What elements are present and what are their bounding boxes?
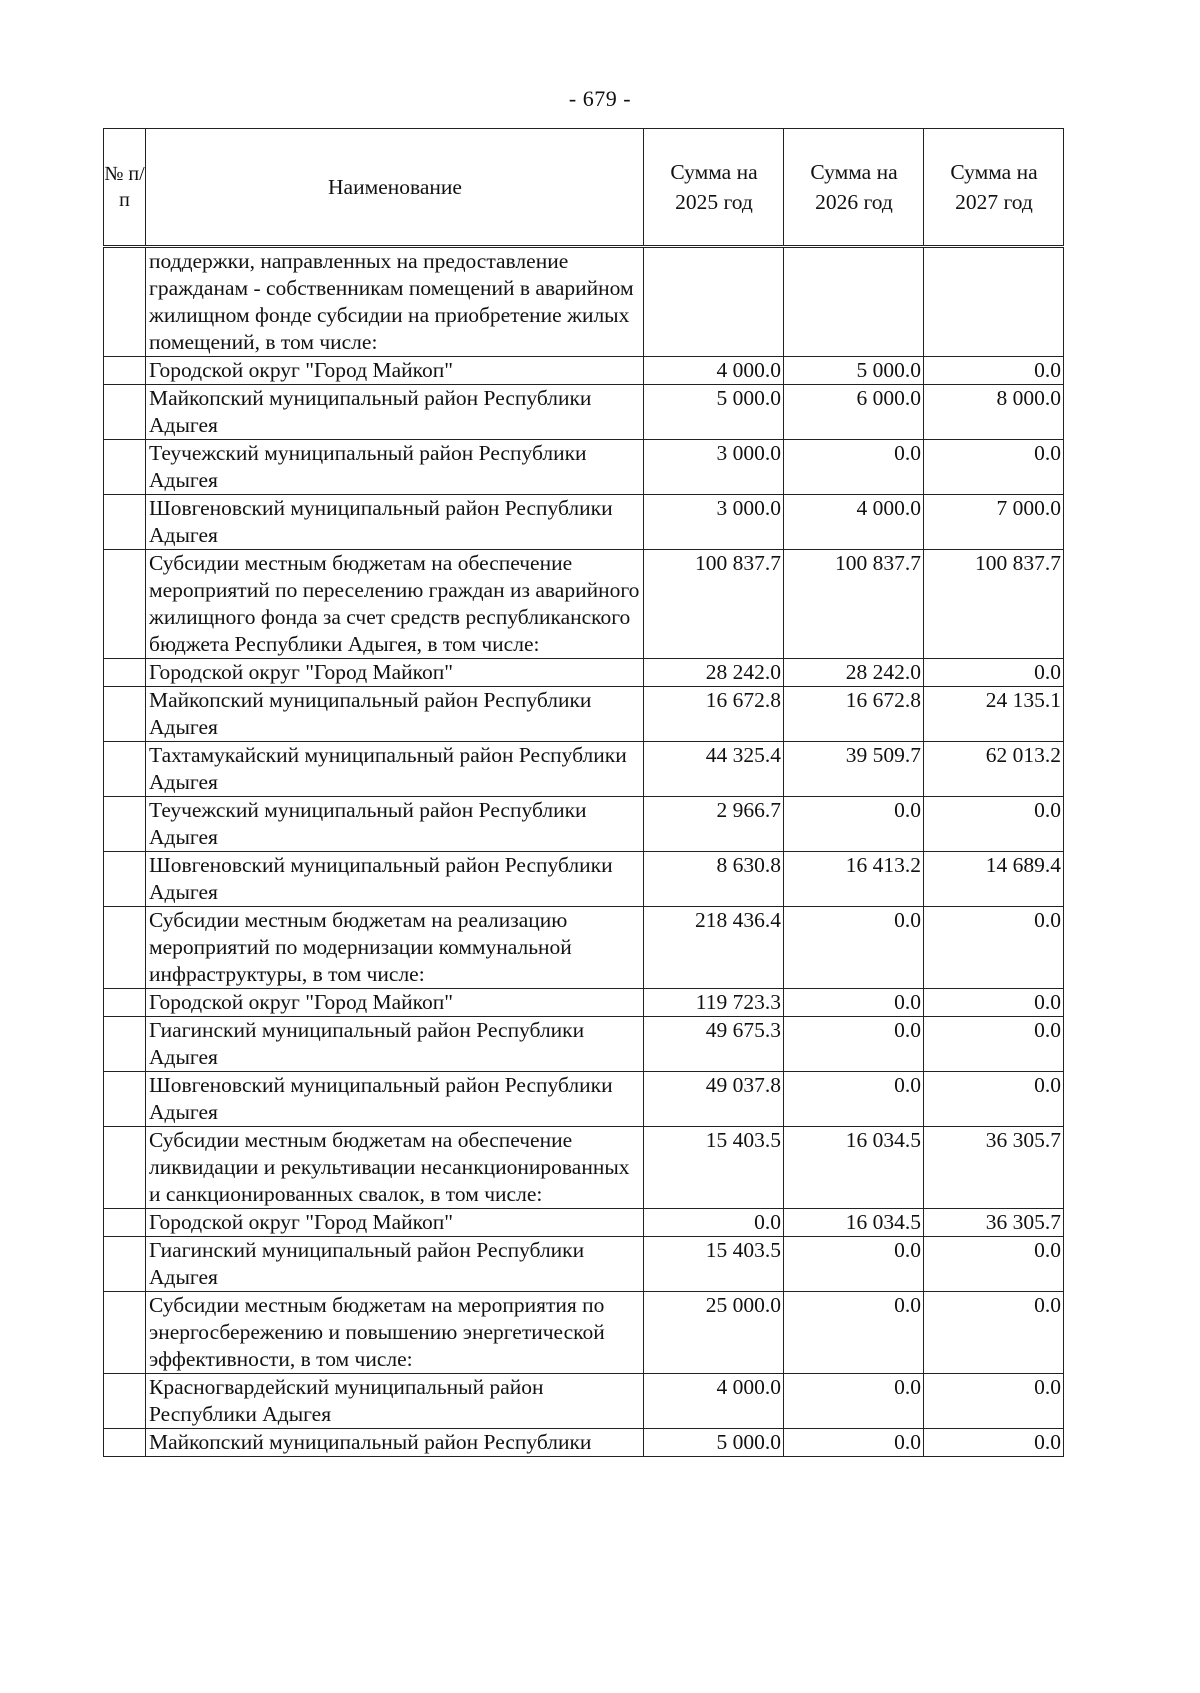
row-number-cell <box>104 357 146 385</box>
row-name: Красногвардейский муниципальный район Республики Адыгея <box>146 1374 644 1429</box>
row-sum-2027: 0.0 <box>924 989 1064 1017</box>
row-sum-2027: 0.0 <box>924 659 1064 687</box>
table-row <box>104 1292 1064 1374</box>
row-sum-2026: 4 000.0 <box>784 495 924 550</box>
table-row <box>104 1429 1064 1457</box>
row-number-cell <box>104 989 146 1017</box>
row-name: Теучежский муниципальный район Республики Адыгея <box>146 440 644 495</box>
row-name: Субсидии местным бюджетам на реализацию мероприятий по модернизации коммунальной инфраструктуры, в том числе: <box>146 907 644 989</box>
row-name: Субсидии местным бюджетам на обеспечение мероприятий по переселению граждан из аварийного жилищного фонда за счет средств республиканского бюджета Республики Адыгея, в том числе: <box>146 550 644 659</box>
row-number-cell <box>104 1374 146 1429</box>
row-sum-2025: 4 000.0 <box>644 357 784 385</box>
row-sum-2025: 49 037.8 <box>644 1072 784 1127</box>
row-sum-2027: 8 000.0 <box>924 385 1064 440</box>
table-row <box>104 907 1064 989</box>
row-name: Субсидии местным бюджетам на обеспечение ликвидации и рекультивации несанкционированных и санкционированных свалок, в том числе: <box>146 1127 644 1209</box>
row-sum-2025: 25 000.0 <box>644 1292 784 1374</box>
row-name: Шовгеновский муниципальный район Республики Адыгея <box>146 1072 644 1127</box>
row-sum-2027: 62 013.2 <box>924 742 1064 797</box>
row-sum-2027: 0.0 <box>924 440 1064 495</box>
row-number-cell <box>104 1017 146 1072</box>
row-sum-2027: 0.0 <box>924 1292 1064 1374</box>
row-name: Гиагинский муниципальный район Республики Адыгея <box>146 1017 644 1072</box>
row-sum-2026: 16 034.5 <box>784 1127 924 1209</box>
row-number-cell <box>104 1237 146 1292</box>
row-sum-2027: 24 135.1 <box>924 687 1064 742</box>
row-name: Шовгеновский муниципальный район Республики Адыгея <box>146 852 644 907</box>
row-number-cell <box>104 385 146 440</box>
table-row <box>104 385 1064 440</box>
row-name: Городской округ "Город Майкоп" <box>146 1209 644 1237</box>
row-sum-2026: 0.0 <box>784 797 924 852</box>
table-row <box>104 440 1064 495</box>
row-sum-2025: 49 675.3 <box>644 1017 784 1072</box>
row-sum-2027: 0.0 <box>924 907 1064 989</box>
table-row <box>104 1237 1064 1292</box>
table-row <box>104 742 1064 797</box>
row-number-cell <box>104 1292 146 1374</box>
row-sum-2027: 0.0 <box>924 1374 1064 1429</box>
row-sum-2026: 5 000.0 <box>784 357 924 385</box>
row-sum-2026: 0.0 <box>784 1072 924 1127</box>
row-number-cell <box>104 659 146 687</box>
row-name: Городской округ "Город Майкоп" <box>146 357 644 385</box>
row-sum-2027: 7 000.0 <box>924 495 1064 550</box>
row-sum-2027: 0.0 <box>924 1017 1064 1072</box>
row-number-cell <box>104 797 146 852</box>
table-row <box>104 852 1064 907</box>
row-sum-2026: 0.0 <box>784 1237 924 1292</box>
table-row <box>104 687 1064 742</box>
row-sum-2027: 14 689.4 <box>924 852 1064 907</box>
row-name: Теучежский муниципальный район Республики Адыгея <box>146 797 644 852</box>
row-sum-2025: 119 723.3 <box>644 989 784 1017</box>
row-sum-2025: 15 403.5 <box>644 1237 784 1292</box>
row-sum-2026: 100 837.7 <box>784 550 924 659</box>
row-sum-2025: 0.0 <box>644 1209 784 1237</box>
row-sum-2026: 0.0 <box>784 907 924 989</box>
table-row <box>104 247 1064 357</box>
row-sum-2025: 218 436.4 <box>644 907 784 989</box>
row-name: Городской округ "Город Майкоп" <box>146 989 644 1017</box>
row-sum-2025: 15 403.5 <box>644 1127 784 1209</box>
row-sum-2026: 28 242.0 <box>784 659 924 687</box>
row-number-cell <box>104 440 146 495</box>
row-sum-2026: 0.0 <box>784 1374 924 1429</box>
row-sum-2027 <box>924 247 1064 357</box>
row-number-cell <box>104 1429 146 1457</box>
row-number-cell <box>104 852 146 907</box>
row-number-cell <box>104 550 146 659</box>
table-row <box>104 989 1064 1017</box>
row-sum-2026 <box>784 247 924 357</box>
row-sum-2027: 100 837.7 <box>924 550 1064 659</box>
header-sum-2026: Сумма на 2026 год <box>784 129 924 247</box>
row-sum-2026: 39 509.7 <box>784 742 924 797</box>
row-sum-2026: 0.0 <box>784 989 924 1017</box>
row-sum-2026: 0.0 <box>784 440 924 495</box>
row-sum-2027: 0.0 <box>924 1237 1064 1292</box>
row-sum-2025: 44 325.4 <box>644 742 784 797</box>
row-number-cell <box>104 495 146 550</box>
row-sum-2025: 8 630.8 <box>644 852 784 907</box>
table-row <box>104 1127 1064 1209</box>
row-sum-2025: 4 000.0 <box>644 1374 784 1429</box>
table-row <box>104 550 1064 659</box>
table-row <box>104 1374 1064 1429</box>
row-sum-2026: 0.0 <box>784 1429 924 1457</box>
row-name: Майкопский муниципальный район Республики Адыгея <box>146 385 644 440</box>
table-row <box>104 797 1064 852</box>
row-number-cell <box>104 907 146 989</box>
row-sum-2025: 16 672.8 <box>644 687 784 742</box>
table-row <box>104 659 1064 687</box>
row-sum-2026: 0.0 <box>784 1292 924 1374</box>
row-name: Тахтамукайский муниципальный район Республики Адыгея <box>146 742 644 797</box>
row-sum-2025: 2 966.7 <box>644 797 784 852</box>
table-header <box>104 129 1064 247</box>
table-row <box>104 1017 1064 1072</box>
row-name: Майкопский муниципальный район Республики <box>146 1429 644 1457</box>
row-name: Майкопский муниципальный район Республики Адыгея <box>146 687 644 742</box>
row-sum-2026: 16 034.5 <box>784 1209 924 1237</box>
row-sum-2025: 3 000.0 <box>644 440 784 495</box>
row-sum-2026: 0.0 <box>784 1017 924 1072</box>
row-sum-2027: 0.0 <box>924 797 1064 852</box>
row-sum-2025: 5 000.0 <box>644 1429 784 1457</box>
row-sum-2027: 0.0 <box>924 1072 1064 1127</box>
row-number-cell <box>104 1127 146 1209</box>
row-name: Городской округ "Город Майкоп" <box>146 659 644 687</box>
row-number-cell <box>104 247 146 357</box>
row-name: Шовгеновский муниципальный район Республики Адыгея <box>146 495 644 550</box>
table-row <box>104 357 1064 385</box>
row-name: Субсидии местным бюджетам на мероприятия по энергосбережению и повышению энергетической эффективности, в том числе: <box>146 1292 644 1374</box>
header-sum-2025: Сумма на 2025 год <box>644 129 784 247</box>
table-row <box>104 495 1064 550</box>
row-sum-2025: 28 242.0 <box>644 659 784 687</box>
row-number-cell <box>104 1209 146 1237</box>
budget-table <box>103 128 1064 1457</box>
row-name: поддержки, направленных на предоставление гражданам - собственникам помещений в аварийном жилищном фонде субсидии на приобретение жилых помещений, в том числе: <box>146 247 644 357</box>
row-sum-2026: 16 672.8 <box>784 687 924 742</box>
row-number-cell <box>104 687 146 742</box>
page-number: - 679 - <box>568 86 632 111</box>
row-sum-2027: 0.0 <box>924 357 1064 385</box>
header-name: Наименование <box>146 129 644 247</box>
row-sum-2025: 5 000.0 <box>644 385 784 440</box>
row-name: Гиагинский муниципальный район Республики Адыгея <box>146 1237 644 1292</box>
row-sum-2027: 36 305.7 <box>924 1209 1064 1237</box>
row-sum-2027: 0.0 <box>924 1429 1064 1457</box>
row-sum-2026: 6 000.0 <box>784 385 924 440</box>
row-sum-2025: 3 000.0 <box>644 495 784 550</box>
row-number-cell <box>104 742 146 797</box>
row-number-cell <box>104 1072 146 1127</box>
row-sum-2026: 16 413.2 <box>784 852 924 907</box>
table-row <box>104 1209 1064 1237</box>
header-sum-2027: Сумма на 2027 год <box>924 129 1064 247</box>
row-sum-2025 <box>644 247 784 357</box>
table-body <box>104 247 1064 1457</box>
table-row <box>104 1072 1064 1127</box>
row-sum-2027: 36 305.7 <box>924 1127 1064 1209</box>
row-sum-2025: 100 837.7 <box>644 550 784 659</box>
header-num: № п/п <box>104 129 146 247</box>
